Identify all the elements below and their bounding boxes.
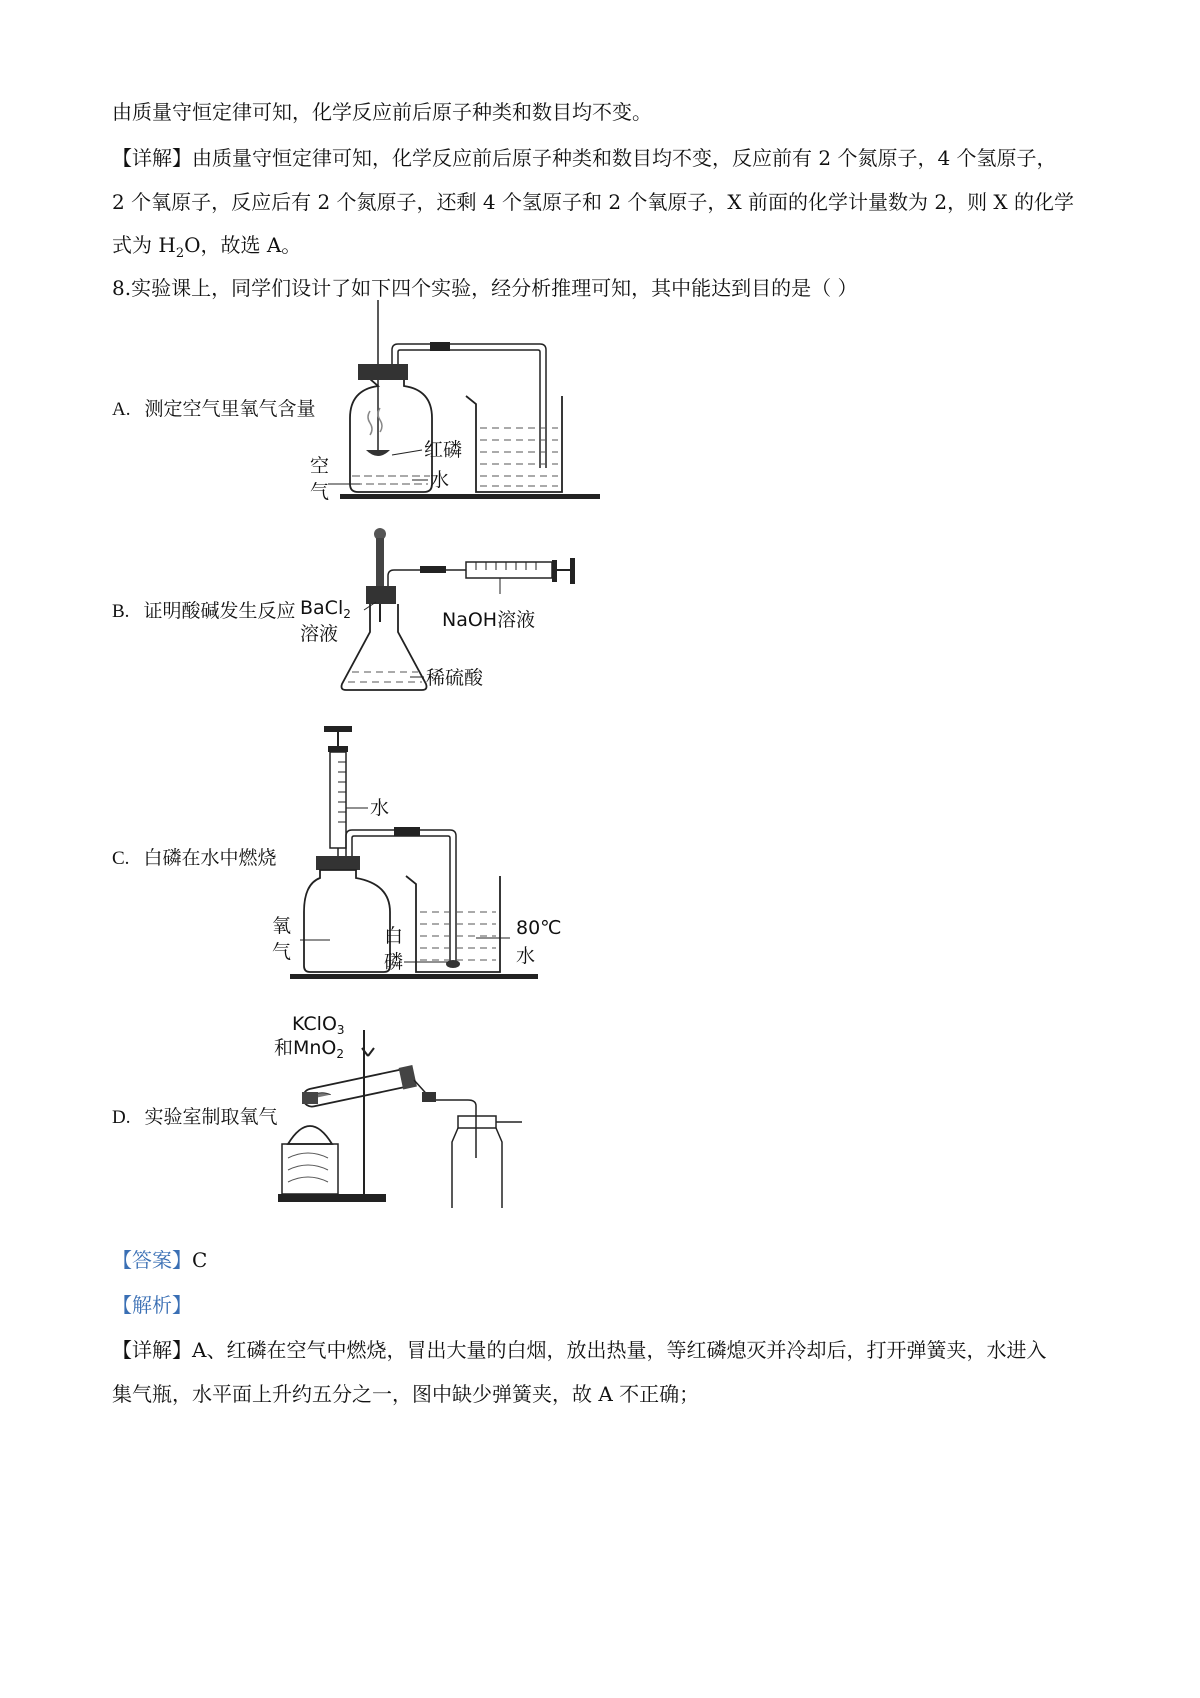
- detail-line-3: [112, 229, 301, 261]
- option-b-letter: B.: [112, 601, 130, 622]
- label-kclo3: [292, 1013, 345, 1037]
- option-a-letter: A.: [112, 399, 131, 420]
- answer-line: [112, 1244, 207, 1273]
- label-water-hot: 水: [516, 945, 536, 967]
- detail-line-2: 2 个氧原子，反应后有 2 个氮原子，还剩 4 个氢原子和 2 个氧原子，X 前面的化学计量数为 2，则 X 的化学: [112, 190, 1075, 214]
- label-mno2-main: 和MnO: [274, 1037, 337, 1059]
- analysis-tag: 【解析】: [112, 1293, 192, 1317]
- detail-tag: 【详解】: [112, 146, 192, 170]
- label-mno2: [274, 1037, 344, 1061]
- option-a: [112, 394, 316, 421]
- option-d-text: 实验室制取氧气: [144, 1107, 278, 1128]
- text-line-1: 由质量守恒定律可知，化学反应前后原子种类和数目均不变。: [112, 100, 652, 124]
- figure-a-apparatus: [300, 300, 600, 515]
- label-kclo3-sub: 3: [336, 1023, 345, 1037]
- label-bacl2-sub: 2: [343, 607, 351, 621]
- detail2-line-2: 集气瓶，水平面上升约五分之一，图中缺少弹簧夹，故 A 不正确；: [112, 1382, 700, 1406]
- formula-sub: 2: [175, 246, 185, 261]
- option-c-letter: C.: [112, 848, 130, 869]
- label-oxygen-1: 氧: [272, 915, 292, 937]
- answer-tag: 【答案】: [112, 1248, 192, 1272]
- detail-text: 由质量守恒定律可知，化学反应前后原子种类和数目均不变，反应前有 2 个氮原子，4 个氢原子，: [192, 146, 1057, 170]
- option-d: [112, 1102, 278, 1129]
- figure-c-apparatus: [260, 726, 580, 991]
- label-bacl2: [300, 597, 351, 621]
- label-dilute-sulfuric-acid: 稀硫酸: [426, 667, 484, 689]
- option-a-text: 测定空气里氧气含量: [144, 399, 316, 420]
- detail-line-1: [112, 142, 1057, 171]
- label-air-2: 气: [310, 481, 330, 503]
- label-water-syringe: 水: [370, 797, 390, 819]
- option-b-text: 证明酸碱发生反应: [143, 601, 296, 622]
- option-d-letter: D.: [112, 1107, 131, 1128]
- option-c: [112, 843, 276, 870]
- option-c-text: 白磷在水中燃烧: [143, 848, 277, 869]
- figure-b-apparatus: [300, 522, 620, 702]
- label-water-a: 水: [430, 469, 450, 491]
- label-oxygen-2: 气: [272, 941, 292, 963]
- option-b: [112, 596, 295, 623]
- detail2-tag: 【详解】: [112, 1338, 192, 1362]
- label-bacl2-main: BaCl: [300, 597, 344, 619]
- formula-pre: 式为 H: [112, 233, 176, 257]
- formula-post: O，故选 A。: [184, 233, 302, 257]
- label-mno2-sub: 2: [336, 1047, 345, 1061]
- question-8: 8.实验课上，同学们设计了如下四个实验，经分析推理可知，其中能达到目的是（ ）: [112, 276, 858, 300]
- label-white-phosphorus-1: 白: [384, 925, 404, 947]
- detail2-text-1: A、红磷在空气中燃烧，冒出大量的白烟，放出热量，等红磷熄灭并冷却后，打开弹簧夹，水进入: [192, 1338, 1047, 1362]
- label-bacl2-solution: 溶液: [300, 623, 339, 645]
- figure-d-apparatus: [272, 1008, 572, 1208]
- label-white-phosphorus-2: 磷: [384, 951, 404, 973]
- label-80c: 80℃: [516, 917, 562, 939]
- label-kclo3-main: KClO: [292, 1013, 337, 1035]
- detail2-line-1: [112, 1334, 1046, 1363]
- label-naoh-solution: NaOH溶液: [442, 609, 536, 631]
- label-air-1: 空: [310, 455, 330, 477]
- answer-value: C: [192, 1248, 208, 1272]
- label-red-phosphorus: 红磷: [424, 439, 463, 461]
